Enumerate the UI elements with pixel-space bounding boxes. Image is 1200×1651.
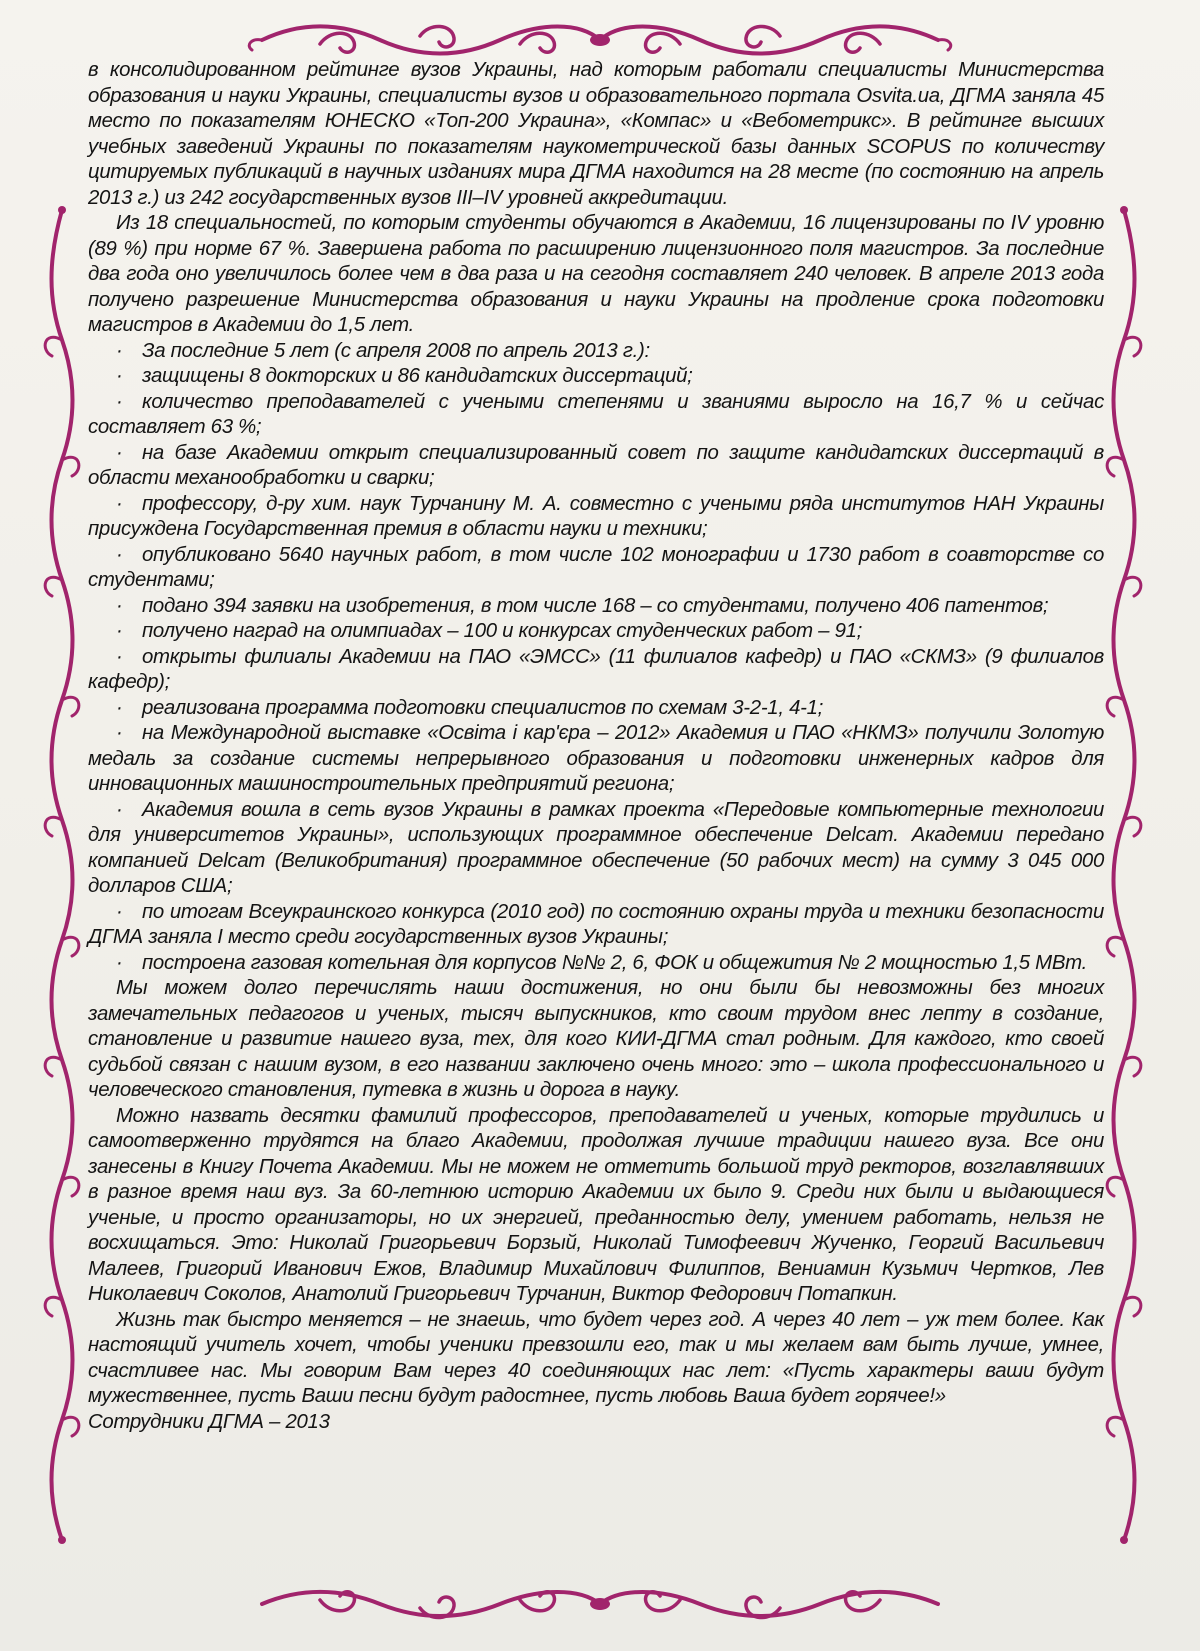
bullet-text: получено наград на олимпиадах – 100 и конкурсах студенческих работ – 91; <box>142 620 863 642</box>
bullet-icon: · <box>116 951 123 974</box>
bullet-text: профессору, д-ру хим. наук Турчанину М. А. совместно с учеными ряда институтов НАН Украины присуждена Государственная премия в области науки и техники; <box>88 492 1104 540</box>
bullet-text: защищены 8 докторских и 86 кандидатских диссертаций; <box>142 365 693 387</box>
bullet-icon: · <box>116 390 123 413</box>
bullet-item <box>88 951 1104 977</box>
bullet-text: опубликовано 5640 научных работ, в том числе 102 монографии и 1730 работ в соавторстве со студентами; <box>88 543 1104 591</box>
bullet-icon: · <box>116 798 123 821</box>
bullet-text: на базе Академии открыт специализированный совет по защите кандидатских диссертаций в области механообработки и сварки; <box>88 441 1104 489</box>
bullet-text: подано 394 заявки на изобретения, в том числе 168 – со студентами, получено 406 патентов; <box>142 594 1049 617</box>
paragraph: Жизнь так быстро меняется – не знаешь, что будет через год. А через 40 лет – уж тем более. Как настоящий учитель хочет, чтобы ученики превзошли его, так и мы желаем вам быть лучше, умнее, счастливее нас. Мы говорим Вам через 40 соединяющих нас лет: «Пусть характеры ваши будут мужественнее, пусть Ваши песни будут радостнее, пусть любовь Ваша будет горячее!» <box>88 1308 1104 1407</box>
ornament-bottom <box>262 1592 938 1618</box>
paragraph: Можно назвать десятки фамилий профессоров, преподавателей и ученых, которые трудились и самоотверженно трудятся на благо Академии, продолжая лучшие традиции нашего вуза. Все они занесены в Книгу Почета Академии. Мы не можем не отметить большой труд ректоров, возглавлявших в разное время наш вуз. За 60-летнюю историю Академии их было 9. Среди них были и выдающиеся ученые, и просто организаторы, но их энергией, преданностью делу, умением работать, нельзя не восхищаться. Это: Николай Григорьевич Борзый, Николай Тимофеевич Жученко, Георгий Васильевич Малеев, Григорий Иванович Ежов, Владимир Михайлович Филиппов, Вениамин Кузьмич Чертков, Лев Николаевич Соколов, Анатолий Григорьевич Турчанин, Виктор Федорович Потапкин. <box>88 1104 1104 1305</box>
paragraph: в консолидированном рейтинге вузов Украины, над которым работали специалисты Министерства образования и науки Украины, специалисты вузов и образовательного портала Osvita.ua, ДГМА заняла 45 место по показателям ЮНЕСКО «Топ-200 Украина», «Компас» и «Вебометрикс». В рейтинге высших учебных заведений Украины по показателям наукометрической базы данных SCOPUS по количеству цитируемых публикаций в научных изданиях мира ДГМА находится на 28 месте (по состоянию на апрель 2013 г.) из 242 государственных вузов III–IV уровней аккредитации. <box>88 59 1104 209</box>
bullet-icon: · <box>116 620 123 642</box>
bullet-icon: · <box>116 543 123 566</box>
bullet-icon: · <box>116 441 123 464</box>
paragraph: Из 18 специальностей, по которым студенты обучаются в Академии, 16 лицензированы по IV уровню (89 %) при норме 67 %. Завершена работа по расширению лицензионного поля магистров. За последние два года оно увеличилось более чем в два раза и на сегодня составляет 240 человек. В апреле 2013 года получено разрешение Министерства образования и науки Украины на продление срока подготовки магистров в Академии до 1,5 лет. <box>88 212 1104 336</box>
bullet-icon: · <box>116 696 123 719</box>
bullet-icon: · <box>116 900 123 923</box>
bullet-icon: · <box>116 492 123 515</box>
bullet-item <box>88 543 1104 594</box>
bullet-item <box>88 900 1104 951</box>
bullet-icon: · <box>116 645 123 668</box>
bullet-icon: · <box>116 365 123 387</box>
bullet-item <box>88 696 1104 722</box>
ornament-top <box>249 26 951 53</box>
bullet-text: За последние 5 лет (с апреля 2008 по апрель 2013 г.): <box>142 339 650 362</box>
bullet-text: построена газовая котельная для корпусов №№ 2, 6, ФОК и общежития № 2 мощностью 1,5 МВт. <box>142 951 1087 974</box>
bullet-icon: · <box>116 594 123 617</box>
bullet-item <box>88 390 1104 441</box>
document-body <box>88 58 1104 1435</box>
bullet-text: открыты филиалы Академии на ПАО «ЭМСС» (11 филиалов кафедр) и ПАО «СКМЗ» (9 филиалов кафедр); <box>88 645 1104 693</box>
bullet-text: количество преподавателей с учеными степенями и званиями выросло на 16,7 % и сейчас составляет 63 %; <box>88 390 1104 438</box>
bullet-icon: · <box>116 339 123 362</box>
bullet-icon: · <box>116 722 123 744</box>
bullet-item <box>88 339 1104 365</box>
bullet-item <box>88 619 1104 645</box>
bullet-text: на Международной выставке «Освіта і кар'єра – 2012» Академия и ПАО «НКМЗ» получили Золотую медаль за создание системы непрерывного образования и подготовки инженерных кадров для инновационных машиностроительных предприятий региона; <box>88 722 1104 795</box>
bullet-item <box>88 721 1104 798</box>
bullet-text: реализована программа подготовки специалистов по схемам 3-2-1, 4-1; <box>142 696 824 719</box>
bullet-text: по итогам Всеукраинского конкурса (2010 год) по состоянию охраны труда и техники безопасности ДГМА заняла I место среди государственных вузов Украины; <box>88 900 1104 948</box>
bullet-item <box>88 645 1104 696</box>
bullet-item <box>88 364 1104 390</box>
ornament-right <box>1107 206 1141 1544</box>
bullet-item <box>88 594 1104 620</box>
bullet-item <box>88 492 1104 543</box>
bullet-item <box>88 441 1104 492</box>
bullet-item <box>88 798 1104 900</box>
signature: Сотрудники ДГМА – 2013 <box>88 1410 330 1433</box>
paragraph: Мы можем долго перечислять наши достижения, но они были бы невозможны без многих замечательных педагогов и ученых, тысяч выпускников, кто своим трудом внес лепту в создание, становление и развитие нашего вуза, тех, для кого КИИ-ДГМА стал родным. Для каждого, кто своей судьбой связан с нашим вузом, в его названии заключено очень много: это – школа профессионального и человеческого становления, путевка в жизнь и дорога в науку. <box>88 977 1104 1101</box>
ornament-left <box>45 206 79 1544</box>
bullet-text: Академия вошла в сеть вузов Украины в рамках проекта «Передовые компьютерные технологии для университетов Украины», использующих программное обеспечение Delcam. Академии передано компанией Delcam (Великобритания) программное обеспечение (50 рабочих мест) на сумму 3 045 000 долларов США; <box>88 798 1104 897</box>
